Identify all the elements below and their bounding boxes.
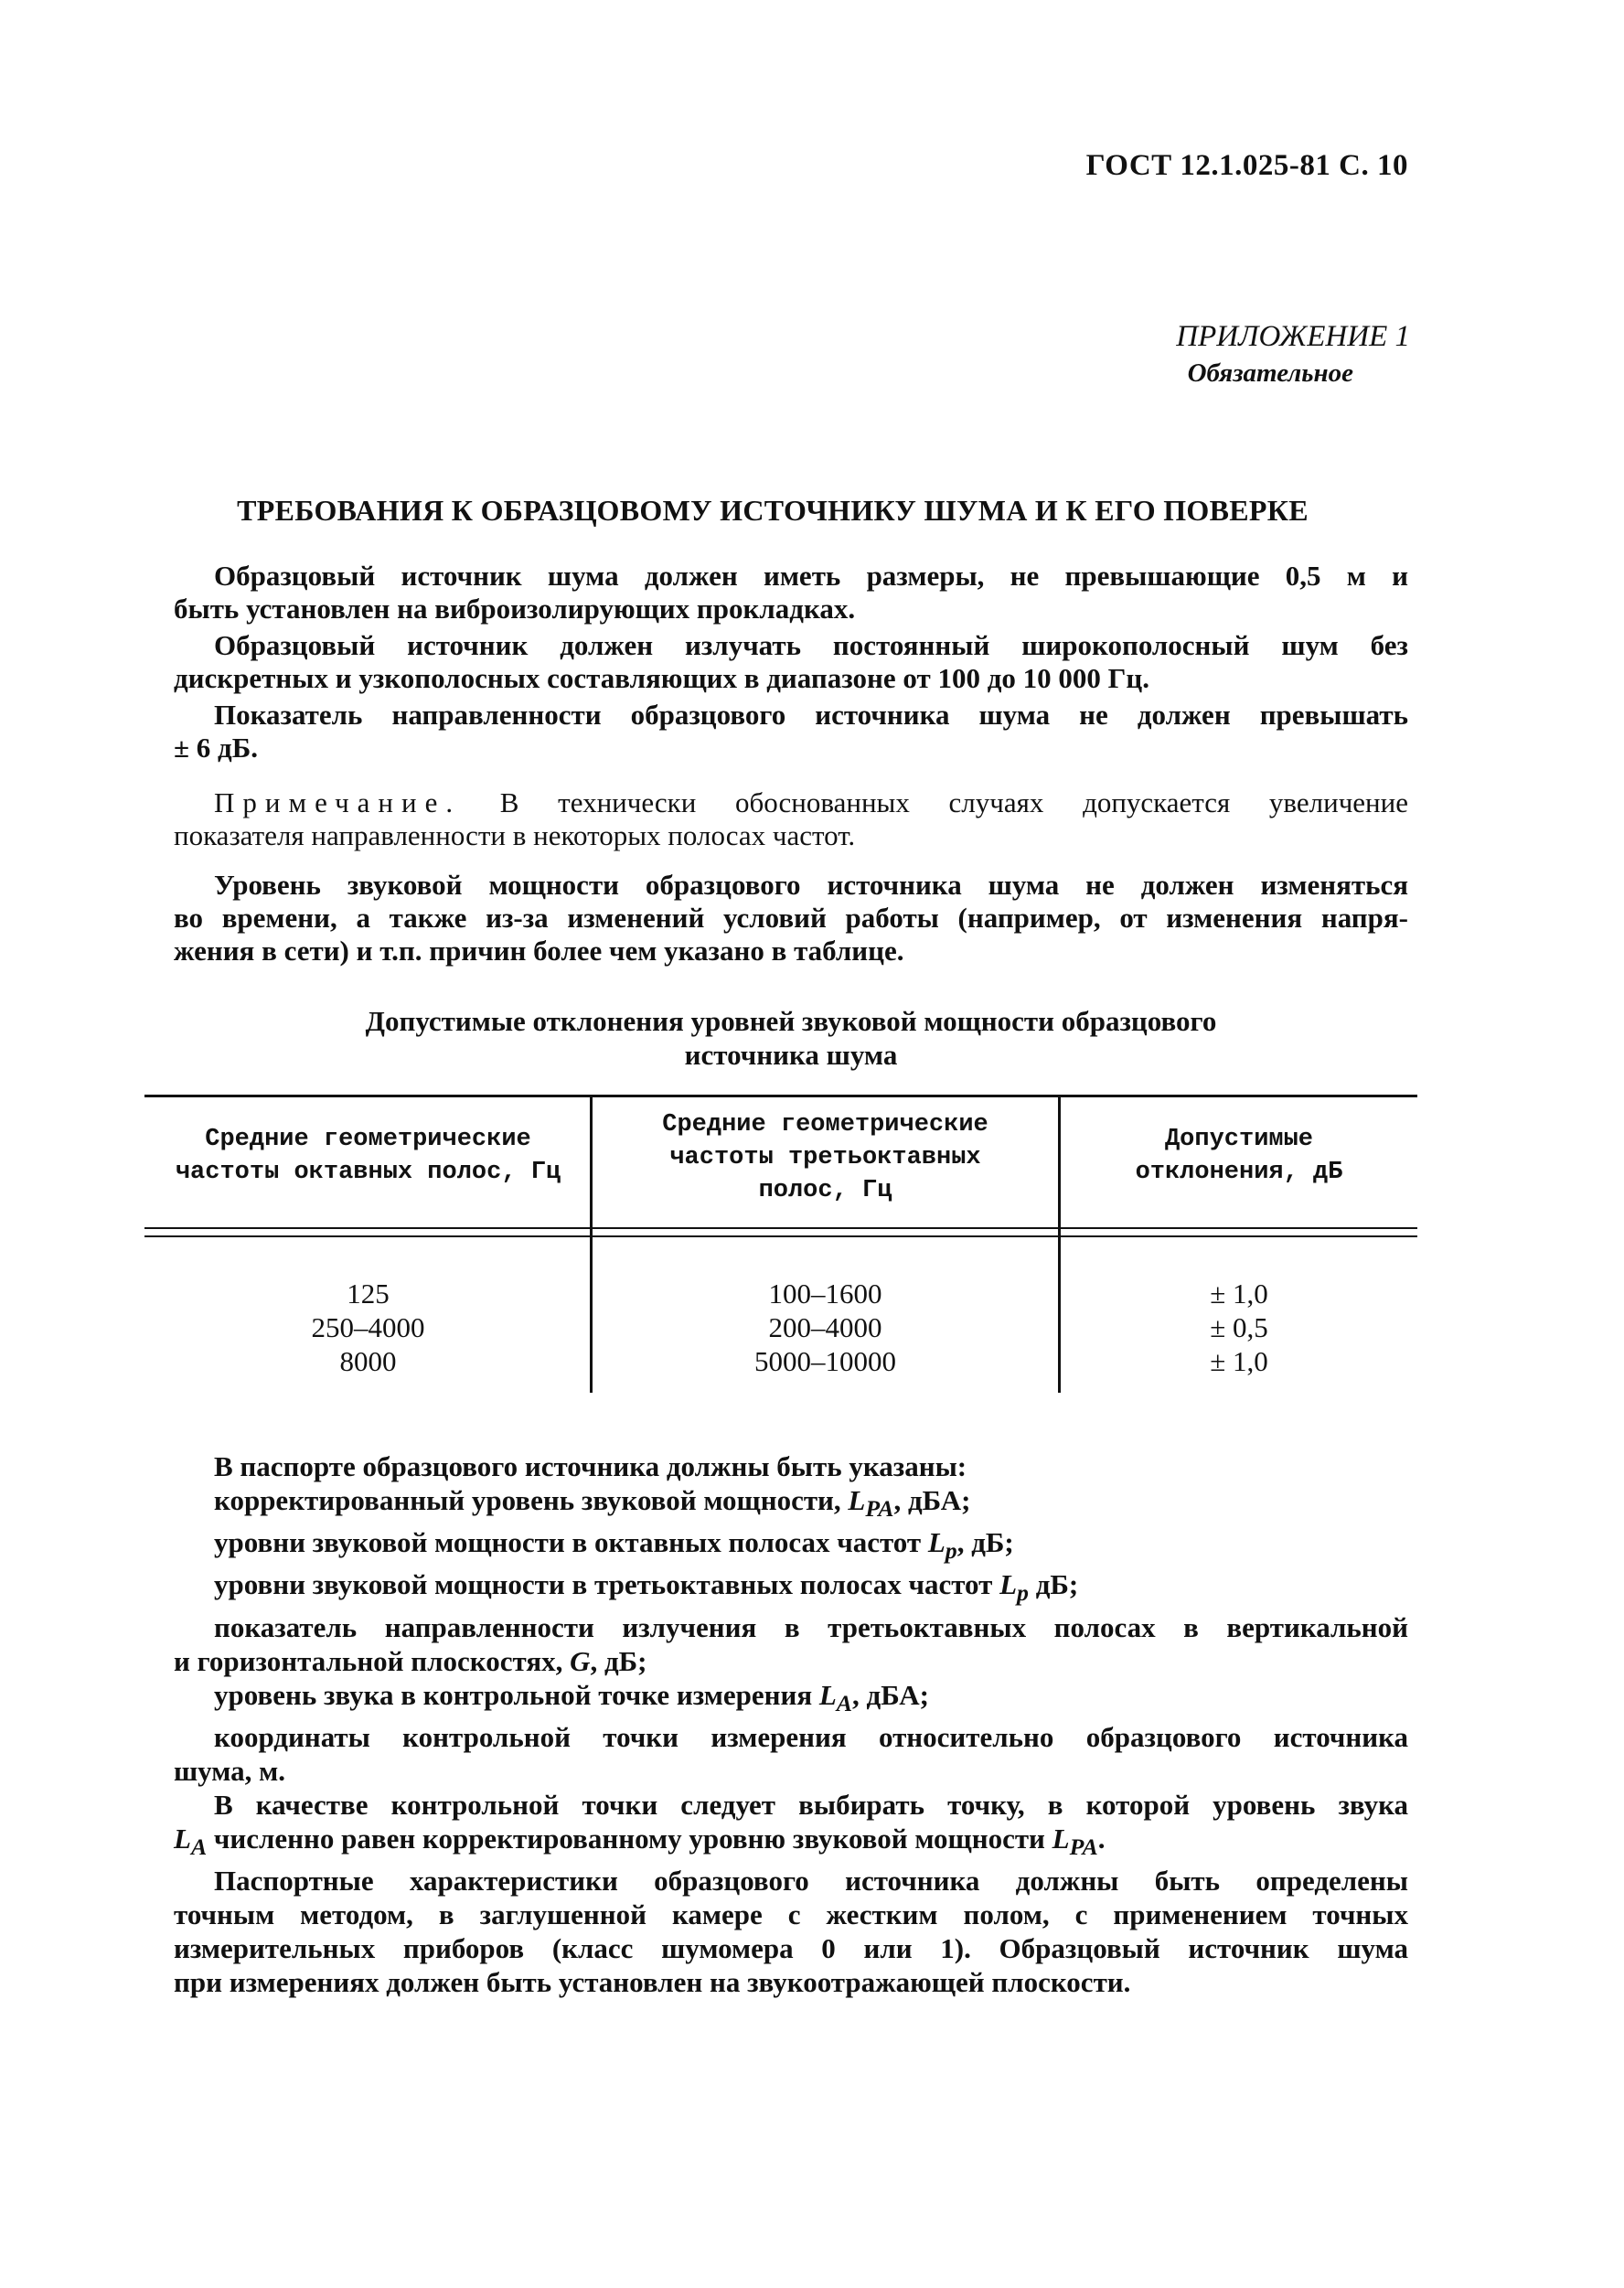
symbol-subscript: p	[945, 1537, 957, 1565]
passport-item-1-tail: , дБА;	[893, 1484, 971, 1516]
symbol-subscript: PA	[865, 1495, 894, 1523]
paragraph-1-line-1: Образцовый источник шума должен иметь размеры, не превышающие 0,5 м и	[214, 560, 1408, 592]
paragraph-4	[174, 869, 1408, 968]
paragraph-1-line-2: быть установлен на виброизолирующих прокладках.	[174, 593, 856, 625]
table-header-deviation-line-1: Допустимые	[1164, 1126, 1314, 1153]
paragraph-6-line-2: точным методом, в заглушенной камере с жестким полом, с применением точных	[174, 1898, 1408, 1930]
passport-item-4-tail: , дБ;	[590, 1644, 647, 1677]
passport-item-5-tail: , дБА;	[852, 1678, 930, 1711]
paragraph-4-line-2: во времени, а также из-за изменений условий работы (например, от изменения напря-	[174, 902, 1408, 934]
paragraph-5-line-2	[174, 1822, 1408, 1864]
table-header-third-octave	[593, 1108, 1058, 1207]
table-title-line-1: Допустимые отклонения уровней звуковой мощности образцового	[365, 1005, 1217, 1037]
passport-item-4-text: и горизонтальной плоскостях,	[174, 1644, 571, 1677]
symbol-l: L	[927, 1526, 946, 1559]
paragraph-2-line-2: дискретных и узкополосных составляющих в диапазоне от 100 до 10 000 Гц.	[174, 662, 1149, 694]
table-header-third-octave-line-2: частоты третьоктавных	[669, 1144, 981, 1171]
table-cell: ± 0,5	[1210, 1311, 1268, 1343]
symbol-l: L	[999, 1568, 1018, 1601]
paragraph-6-line-1: Паспортные характеристики образцового источника должны быть определены	[214, 1864, 1408, 1897]
note	[174, 786, 1408, 852]
table-header-octave-line-2: частоты октавных полос, Гц	[175, 1159, 561, 1186]
paragraph-5-tail: .	[1097, 1822, 1106, 1855]
paragraph-5-line-1: В качестве контрольной точки следует выбирать точку, в которой уровень звука	[214, 1788, 1408, 1821]
passport-intro: В паспорте образцового источника должны быть указаны:	[214, 1450, 967, 1482]
table-header-octave	[146, 1123, 590, 1189]
paragraph-3-line-2: ± 6 дБ.	[174, 732, 258, 764]
table-cell: ± 1,0	[1210, 1278, 1268, 1310]
passport-item-6-line-1: координаты контрольной точки измерения относительно образцового источника	[214, 1720, 1408, 1753]
table-title-line-2: источника шума	[684, 1039, 898, 1071]
passport-item-5-text: уровень звука в контрольной точке измерения	[214, 1678, 819, 1711]
table-title	[174, 1004, 1408, 1072]
document-code: ГОСТ 12.1.025-81 С. 10	[1085, 149, 1408, 182]
passport-item-2-text: уровни звуковой мощности в октавных полосах частот	[214, 1526, 928, 1559]
symbol-subscript: p	[1017, 1579, 1029, 1607]
table-cell: 200–4000	[768, 1311, 882, 1343]
table-cell: 5000–10000	[754, 1345, 896, 1377]
note-line-2: показателя направленности в некоторых полосах частот.	[174, 819, 856, 851]
table-column-deviation	[1061, 1277, 1417, 1378]
note-label: Примечание.	[214, 786, 462, 818]
passport-item-1-text: корректированный уровень звуковой мощности,	[214, 1484, 849, 1516]
passport-item-1	[174, 1483, 1408, 1525]
paragraph-1	[174, 560, 1408, 625]
table-column-octave	[146, 1277, 590, 1378]
passport-item-2	[174, 1525, 1408, 1567]
passport-item-6-line-2: шума, м.	[174, 1754, 286, 1787]
passport-item-5	[174, 1678, 1408, 1720]
symbol-l: L	[174, 1822, 191, 1855]
table-cell: 100–1600	[768, 1278, 882, 1310]
table-header-deviation-line-2: отклонения, дБ	[1135, 1159, 1343, 1186]
passport-item-3	[174, 1567, 1408, 1609]
paragraph-2	[174, 629, 1408, 695]
symbol-g: G	[570, 1644, 591, 1677]
table-header-rule-2	[144, 1235, 1417, 1237]
table-header-third-octave-line-3: полос, Гц	[758, 1177, 892, 1204]
symbol-subscript: A	[836, 1689, 853, 1716]
table-header-deviation	[1061, 1123, 1417, 1189]
symbol-l: L	[848, 1484, 866, 1516]
paragraph-6-line-4: при измерениях должен быть установлен на звукоотражающей плоскости.	[174, 1965, 1131, 1998]
paragraph-4-line-3: жения в сети) и т.п. причин более чем указано в таблице.	[174, 935, 904, 967]
section-title: ТРЕБОВАНИЯ К ОБРАЗЦОВОМУ ИСТОЧНИКУ ШУМА И К ЕГО ПОВЕРКЕ	[237, 494, 1309, 527]
symbol-subscript: A	[190, 1833, 208, 1860]
table-cell: ± 1,0	[1210, 1345, 1268, 1377]
symbol-l: L	[818, 1678, 837, 1711]
paragraph-6-line-3: измерительных приборов (класс шумомера 0 или 1). Образцовый источник шума	[174, 1931, 1408, 1964]
paragraph-3	[174, 699, 1408, 764]
passport-section	[174, 1449, 1408, 1999]
note-line-1	[174, 786, 1408, 819]
symbol-subscript: PA	[1069, 1833, 1098, 1860]
table-header-rule-1	[144, 1227, 1417, 1229]
paragraph-3-line-1: Показатель направленности образцового источника шума не должен превышать	[214, 699, 1408, 731]
passport-item-4-line-1: показатель направленности излучения в третьоктавных полосах в вертикальной	[214, 1610, 1408, 1643]
table-cell: 250–4000	[311, 1311, 425, 1343]
appendix-label: ПРИЛОЖЕНИЕ 1	[1176, 320, 1410, 353]
paragraph-4-line-1: Уровень звуковой мощности образцового источника шума не должен изменяться	[214, 869, 1408, 901]
passport-item-3-tail: дБ;	[1028, 1568, 1079, 1601]
note-text: В технически обоснованных случаях допускается увеличение	[461, 786, 1408, 818]
paragraph-5-text: численно равен корректированному уровню звуковой мощности	[207, 1822, 1052, 1855]
symbol-l: L	[1052, 1822, 1070, 1855]
table-top-rule	[144, 1095, 1417, 1097]
passport-item-3-text: уровни звуковой мощности в третьоктавных полосах частот	[214, 1568, 1000, 1601]
passport-item-2-tail: , дБ;	[956, 1526, 1014, 1559]
table-cell: 125	[347, 1278, 390, 1310]
paragraph-2-line-1: Образцовый источник должен излучать постоянный широкополосный шум без	[214, 629, 1408, 661]
table-header-third-octave-line-1: Средние геометрические	[662, 1111, 988, 1139]
table-column-third-octave	[593, 1277, 1058, 1378]
passport-item-4-line-2	[174, 1644, 1408, 1678]
table-cell: 8000	[339, 1345, 397, 1377]
appendix-status: Обязательное	[1187, 358, 1353, 388]
table-header-octave-line-1: Средние геометрические	[205, 1126, 531, 1153]
